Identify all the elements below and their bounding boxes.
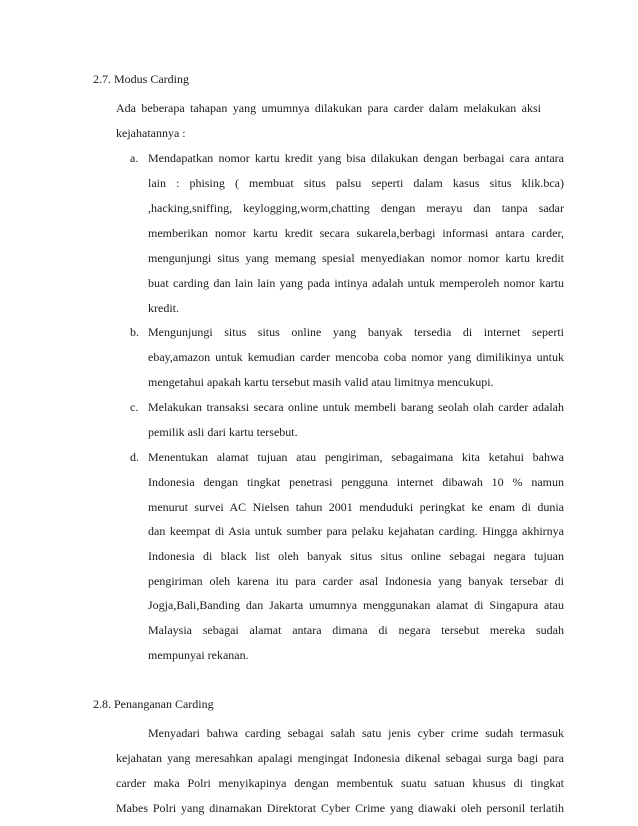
item-b-line-2: ebay,amazon untuk kemudian carder mencoba coba nomor yang dimilikinya untuk	[148, 350, 564, 364]
paragraph-line-4: Mabes Polri yang dinamakan Direktorat Cyber Crime yang diawaki oleh personil terlatih	[116, 801, 564, 815]
item-b-line-3: mengetahui apakah kartu tersebut masih valid atau limitnya mencukupi.	[148, 375, 494, 389]
intro-line-1: Ada beberapa tahapan yang umumnya dilakukan para carder dalam melakukan aksi	[116, 101, 541, 115]
item-a-line-4: memberikan nomor kartu kredit secara sukarela,berbagi informasi antara carder,	[148, 226, 564, 240]
item-b-line-1: Mengunjungi situs situs online yang banyak tersedia di internet seperti	[148, 325, 564, 339]
paragraph-line-2: kejahatan yang meresahkan apalagi mengingat Indonesia dikenal sebagai surga bagi para	[116, 751, 564, 765]
item-a-line-1: Mendapatkan nomor kartu kredit yang bisa dilakukan dengan berbagai cara antara	[148, 151, 564, 165]
item-d-line-5: Indonesia di black list oleh banyak situs situs online sebagai negara tujuan	[148, 549, 564, 563]
item-d-line-9: mempunyai rekanan.	[148, 648, 249, 662]
item-d-line-3: menurut survei AC Nielsen tahun 2001 menduduki peringkat ke enam di dunia	[148, 500, 564, 514]
item-c-line-1: Melakukan transaksi secara online untuk membeli barang seolah olah carder adalah	[148, 400, 564, 414]
list-marker-a: a.	[130, 151, 139, 165]
item-d-line-8: Malaysia sebagai alamat antara dimana di negara tersebut mereka sudah	[148, 623, 564, 637]
item-a-line-5: mengunjungi situs yang memang spesial menyediakan nomor nomor kartu kredit	[148, 251, 564, 265]
paragraph-line-1: Menyadari bahwa carding sebagai salah satu jenis cyber crime sudah termasuk	[148, 726, 564, 740]
item-d-line-4: dan keempat di Asia untuk sumber para pelaku kejahatan carding. Hingga akhirnya	[148, 524, 564, 538]
item-a-line-2: lain : phising ( membuat situs palsu seperti dalam kasus situs klik.bca)	[148, 176, 564, 190]
item-d-line-7: Jogja,Bali,Banding dan Jakarta umumnya menggunakan alamat di Singapura atau	[148, 598, 564, 612]
list-marker-b: b.	[130, 325, 139, 339]
section-heading-2-7: 2.7. Modus Carding	[93, 72, 189, 86]
paragraph-line-3: carder maka Polri menyikapinya dengan membentuk suatu satuan khusus di tingkat	[116, 776, 564, 790]
item-d-line-6: pengiriman oleh karena itu para carder asal Indonesia yang banyak tersebar di	[148, 574, 564, 588]
list-marker-c: c.	[130, 400, 139, 414]
item-a-line-3: ,hacking,sniffing, keylogging,worm,chatting dengan merayu dan tanpa sadar	[148, 201, 564, 215]
item-d-line-1: Menentukan alamat tujuan atau pengiriman, sebagaimana kita ketahui bahwa	[148, 450, 564, 464]
item-c-line-2: pemilik asli dari kartu tersebut.	[148, 425, 298, 439]
section-heading-2-8: 2.8. Penanganan Carding	[93, 697, 214, 711]
list-marker-d: d.	[130, 450, 139, 464]
item-a-line-7: kredit.	[148, 301, 179, 315]
item-a-line-6: buat carding dan lain lain yang pada intinya adalah untuk memperoleh nomor kartu	[148, 276, 564, 290]
item-d-line-2: Indonesia dengan tingkat penetrasi pengguna internet dibawah 10 % namun	[148, 475, 564, 489]
intro-line-2: kejahatannya :	[116, 126, 186, 140]
